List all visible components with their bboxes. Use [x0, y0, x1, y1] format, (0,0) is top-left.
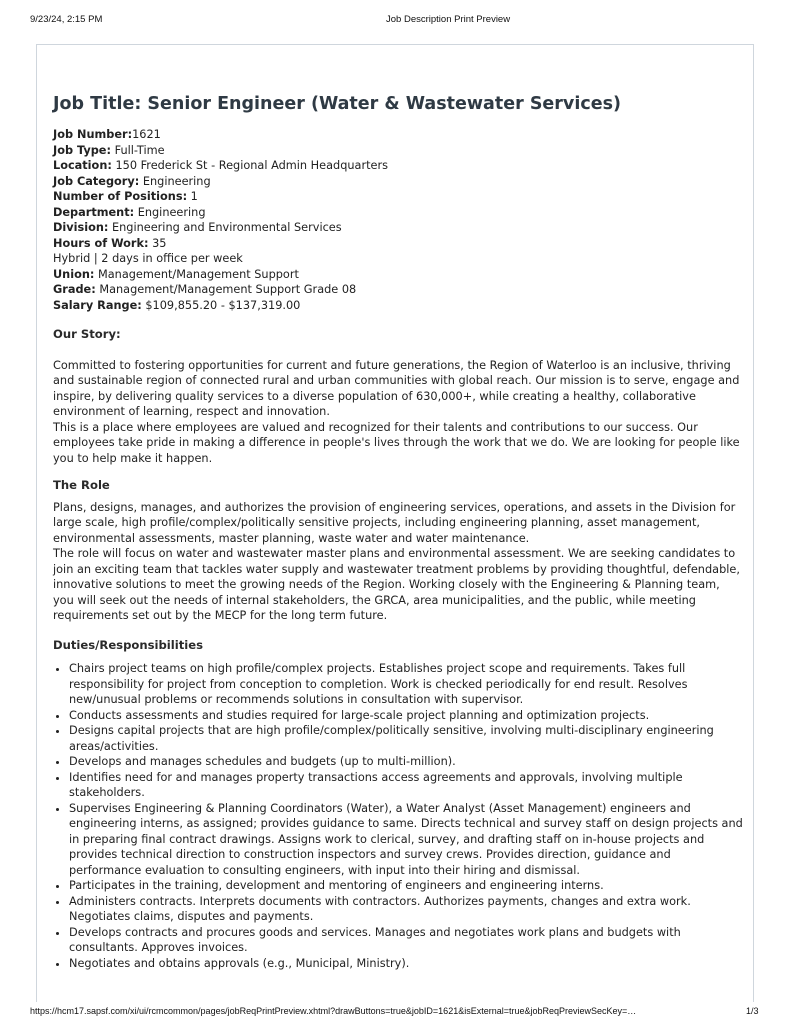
duty-item: • Chairs project teams on high profile/complex projects. Establishes project scope and requirements. Takes full responsibility for project from conception to completion. Work is checked periodically for end result. Resolves new/unusual problems or recommends solutions in consultation with supervisor.: [69, 661, 743, 708]
field-label: Division:: [53, 221, 109, 234]
duty-item: • Designs capital projects that are high profile/complex/politically sensitive, involving multi-disciplinary engineering areas/activities.: [69, 723, 743, 754]
field-value: 150 Frederick St - Regional Admin Headquarters: [111, 159, 389, 172]
our-story-heading: Our Story:: [53, 327, 121, 341]
field-label: Grade:: [53, 283, 96, 296]
our-story-paragraph: Committed to fostering opportunities for current and future generations, the Region of Waterloo is an inclusive, thriving and sustainable region of connected rural and urban communities with global reach. Our mission is to serve, engage and inspire, by delivering quality services to a diverse population of 630,000+, while creating a healthy, collaborative environment of learning, respect and innovation.: [53, 358, 740, 418]
field-label: Job Type:: [53, 143, 111, 157]
role-heading: The Role: [53, 478, 110, 492]
salary-line: [53, 298, 743, 314]
duties-list: [53, 661, 743, 971]
duty-item: • Develops and manages schedules and budgets (up to multi-million).: [69, 754, 743, 770]
positions-line: [53, 189, 743, 205]
field-value: Full-Time: [110, 143, 165, 157]
field-value: 1: [187, 190, 198, 203]
role-paragraph: The role will focus on water and wastewater master plans and environmental assessment. We are seeking candidates to join an exciting team that tackles water supply and wastewater treatment problems by providing thoughtful, defendable, innovative solutions to meet the growing needs of the Region. Working closely with the Engineering & Planning team, you will seek out the needs of internal stakeholders, the GRCA, area municipalities, and the public, while meeting requirements set out by the MECP for the long term future.: [53, 547, 740, 622]
duties-heading: Duties/Responsibilities: [53, 637, 203, 652]
field-value: $109,855.20 - $137,319.00: [141, 298, 301, 312]
duty-item: • Negotiates and obtains approvals (e.g., Municipal, Ministry).: [69, 956, 743, 972]
location-line: [53, 158, 743, 174]
job-number-line: [53, 127, 743, 143]
print-header: [0, 14, 791, 28]
field-value: Management/Management Support Grade 08: [95, 283, 357, 296]
grade-line: [53, 282, 743, 298]
field-label: Hours of Work:: [53, 236, 149, 250]
field-label: Number of Positions:: [53, 190, 188, 203]
field-value: Engineering: [134, 205, 206, 219]
division-line: [53, 220, 743, 236]
job-description: [53, 93, 743, 971]
field-label: Union:: [53, 267, 95, 281]
hours-line: [53, 236, 743, 252]
role-paragraph: Plans, designs, manages, and authorizes the provision of engineering services, operations, and assets in the Division for large scale, high profile/complex/politically sensitive projects, including engineering planning, asset management, environmental assessments, master planning, waste water and water maintenance.: [53, 500, 736, 545]
union-line: [53, 267, 743, 283]
field-value: Management/Management Support: [94, 267, 299, 281]
field-label: Job Category:: [53, 174, 140, 188]
field-label: Location:: [53, 159, 112, 172]
duty-item: • Conducts assessments and studies required for large-scale project planning and optimization projects.: [69, 708, 743, 724]
field-value: 1621: [132, 128, 161, 141]
field-value: Engineering and Environmental Services: [108, 221, 342, 234]
hybrid-line: [53, 251, 743, 267]
print-page-title: Job Description Print Preview: [386, 14, 511, 25]
page-url: https://hcm17.sapsf.com/xi/ui/rcmcommon/pages/jobReqPrintPreview.xhtml?drawButtons=true&jobID=1621&isExternal=true&jobReqPreviewSecKey=…: [30, 1006, 637, 1016]
document-sheet: [36, 44, 754, 1002]
job-category-line: [53, 174, 743, 190]
job-title: Job Title: Senior Engineer (Water & Wastewater Services): [53, 94, 621, 114]
duty-item: • Administers contracts. Interprets documents with contractors. Authorizes payments, changes and extra work. Negotiates claims, disputes and payments.: [69, 894, 743, 925]
print-timestamp: 9/23/24, 2:15 PM: [30, 14, 103, 25]
page-number: 1/3: [746, 1006, 759, 1016]
job-details: [53, 127, 743, 313]
print-footer: [0, 1006, 791, 1020]
department-line: [53, 205, 743, 221]
duty-item: • Develops contracts and procures goods and services. Manages and negotiates work plans and budgets with consultants. Approves invoices.: [69, 925, 743, 956]
duty-item: • Supervises Engineering & Planning Coordinators (Water), a Water Analyst (Asset Management) engineers and engineering interns, as assigned; provides guidance to same. Directs technical and survey staff on design projects and in preparing final contract drawings. Assigns work to clerical, survey, and drafting staff on in-house projects and provides technical direction to construction inspectors and survey crews. Provides direction, guidance and performance evaluation to consulting engineers, with input into their hiring and dismissal.: [69, 801, 743, 879]
field-label: Job Number:: [53, 128, 133, 141]
duty-item: • Participates in the training, development and mentoring of engineers and engineering interns.: [69, 878, 743, 894]
field-value: Engineering: [139, 174, 211, 188]
job-type-line: [53, 143, 743, 159]
field-value: 35: [148, 236, 167, 250]
our-story-paragraph: This is a place where employees are valued and recognized for their talents and contributions to our success. Our employees take pride in making a difference in people's lives through the work that we do. We are looking for people like you to help make it happen.: [53, 420, 740, 465]
field-value: Hybrid | 2 days in office per week: [53, 252, 243, 265]
field-label: Salary Range:: [53, 298, 142, 312]
duty-item: • Identifies need for and manages property transactions access agreements and approvals, involving multiple stakeholders.: [69, 770, 743, 801]
field-label: Department:: [53, 205, 135, 219]
